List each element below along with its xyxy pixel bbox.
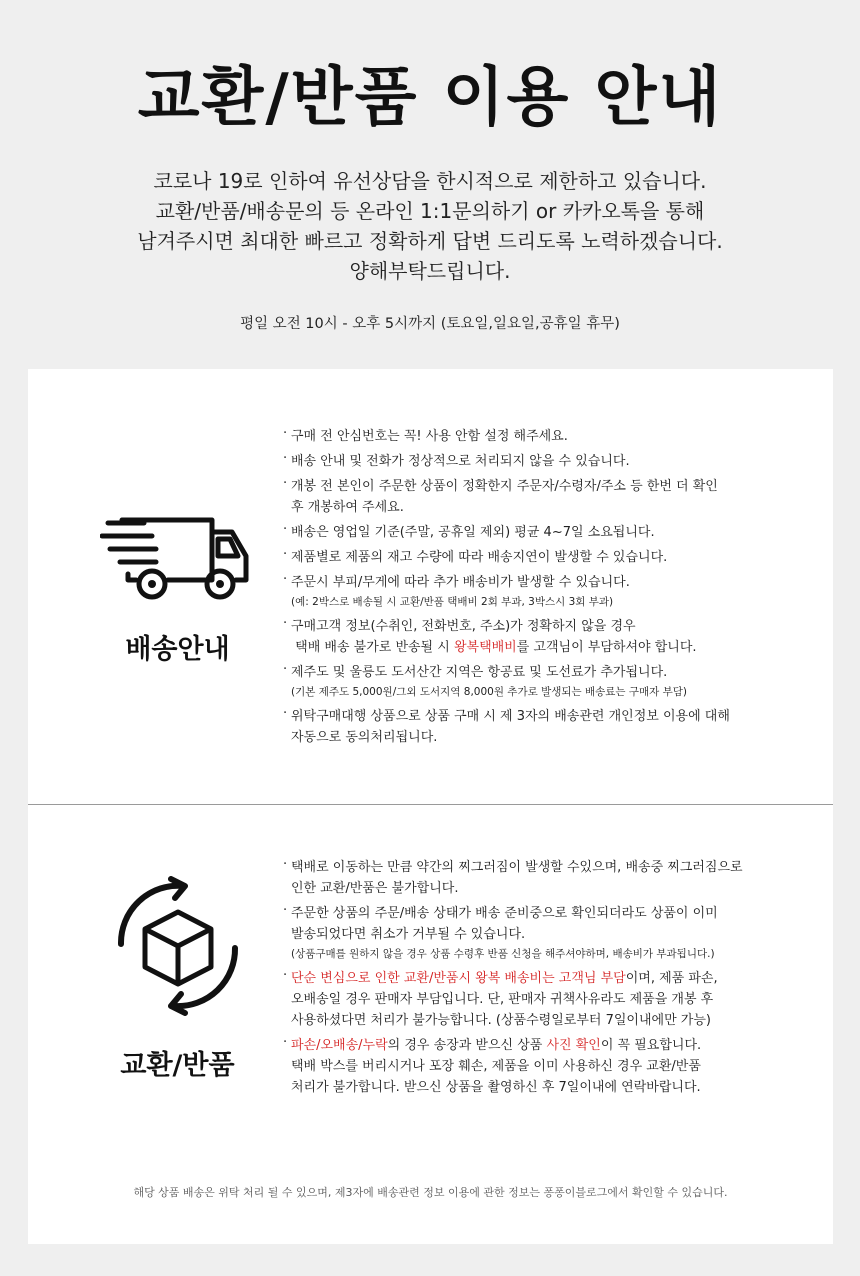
list-item: · 택배로 이동하는 만큼 약간의 찌그러짐이 발생할 수있으며, 배송중 찌그러짐으로 인한 교환/반품은 불가합니다. bbox=[283, 857, 743, 899]
list-item: · 주문한 상품의 주문/배송 상태가 배송 준비중으로 확인되더라도 상품이 이미 발송되었다면 취소가 거부될 수 있습니다. (상품구매를 원하지 않을 경우 상품 수령후 반품 신청을 해주셔야하며, 배송비가 부과됩니다.) bbox=[283, 903, 743, 964]
info-card bbox=[28, 369, 833, 1244]
delivery-truck-icon bbox=[100, 512, 255, 602]
footer-notice: 해당 상품 배송은 위탁 처리 될 수 있으며, 제3자에 배송관련 정보 이용에 관한 정보는 퐁퐁이블로그에서 확인할 수 있습니다. bbox=[133, 1186, 728, 1199]
intro-notice bbox=[0, 166, 860, 286]
shipping-section-title: 배송안내 bbox=[125, 634, 230, 665]
list-item: · 제품별로 제품의 재고 수량에 따라 배송지연이 발생할 수 있습니다. bbox=[283, 547, 730, 568]
damage-highlight: 파손/오배송/누락 bbox=[291, 1038, 388, 1053]
intro-line: 양해부탁드립니다. bbox=[349, 259, 511, 283]
customer-fee-highlight: 단순 변심으로 인한 교환/반품시 왕복 배송비는 고객님 부담 bbox=[291, 971, 626, 986]
list-item: · 배송은 영업일 기준(주말, 공휴일 제외) 평균 4~7일 소요됩니다. bbox=[283, 522, 730, 543]
intro-line: 남겨주시면 최대한 빠르고 정확하게 답변 드리도록 노력하겠습니다. bbox=[137, 229, 723, 253]
list-item: · 단순 변심으로 인한 교환/반품시 왕복 배송비는 고객님 부담이며, 제품 파손, 오배송일 경우 판매자 부담입니다. 단, 판매자 귀책사유라도 제품을 개봉 후 사용하셨다면 처리가 불가능합니다. (상품수령일로부터 7일이내에만 가능) bbox=[283, 968, 743, 1031]
business-hours: 평일 오전 10시 - 오후 5시까지 (토요일,일요일,공휴일 휴무) bbox=[240, 316, 620, 332]
page-title: 교환/반품 이용 안내 bbox=[137, 61, 723, 135]
list-item: · 배송 안내 및 전화가 정상적으로 처리되지 않을 수 있습니다. bbox=[283, 451, 730, 472]
intro-line: 코로나 19로 인하여 유선상담을 한시적으로 제한하고 있습니다. bbox=[153, 169, 707, 193]
returns-info-list bbox=[283, 857, 743, 1098]
returns-section-title: 교환/반품 bbox=[120, 1050, 235, 1081]
photo-check-highlight: 사진 확인 bbox=[546, 1038, 601, 1053]
list-item: · 위탁구매대행 상품으로 상품 구매 시 제 3자의 배송관련 개인정보 이용에 대해 자동으로 동의처리됩니다. bbox=[283, 706, 730, 748]
list-item: · 구매고객 정보(수취인, 전화번호, 주소)가 정확하지 않을 경우 택배 배송 불가로 반송될 시 왕복택배비를 고객님이 부담하셔야 합니다. bbox=[283, 616, 730, 658]
list-item: · 주문시 부피/무게에 따라 추가 배송비가 발생할 수 있습니다. (예: 2박스로 배송될 시 교환/반품 택배비 2회 부과, 3박스시 3회 부과) bbox=[283, 572, 730, 612]
section-divider bbox=[28, 804, 833, 805]
list-item: · 구매 전 안심번호는 꼭! 사용 안함 설정 해주세요. bbox=[283, 426, 730, 447]
list-item: · 개봉 전 본인이 주문한 상품이 정확한지 주문자/수령자/주소 등 한번 더 확인 후 개봉하여 주세요. bbox=[283, 476, 730, 518]
round-trip-fee-highlight: 왕복택배비 bbox=[453, 640, 517, 655]
list-item: · 제주도 및 울릉도 도서산간 지역은 항공료 및 도선료가 추가됩니다. (기본 제주도 5,000원/그외 도서지역 8,000원 추가로 발생되는 배송료는 구매자 부담) bbox=[283, 662, 730, 702]
shipping-info-list bbox=[283, 426, 730, 748]
box-exchange-icon bbox=[113, 876, 243, 1016]
list-item: · 파손/오배송/누락의 경우 송장과 받으신 상품 사진 확인이 꼭 필요합니다. 택배 박스를 버리시거나 포장 훼손, 제품을 이미 사용하신 경우 교환/반품 처리가 불가합니다. 받으신 상품을 촬영하신 후 7일이내에 연락바랍니다. bbox=[283, 1035, 743, 1098]
intro-line: 교환/반품/배송문의 등 온라인 1:1문의하기 or 카카오톡을 통해 bbox=[155, 199, 705, 223]
